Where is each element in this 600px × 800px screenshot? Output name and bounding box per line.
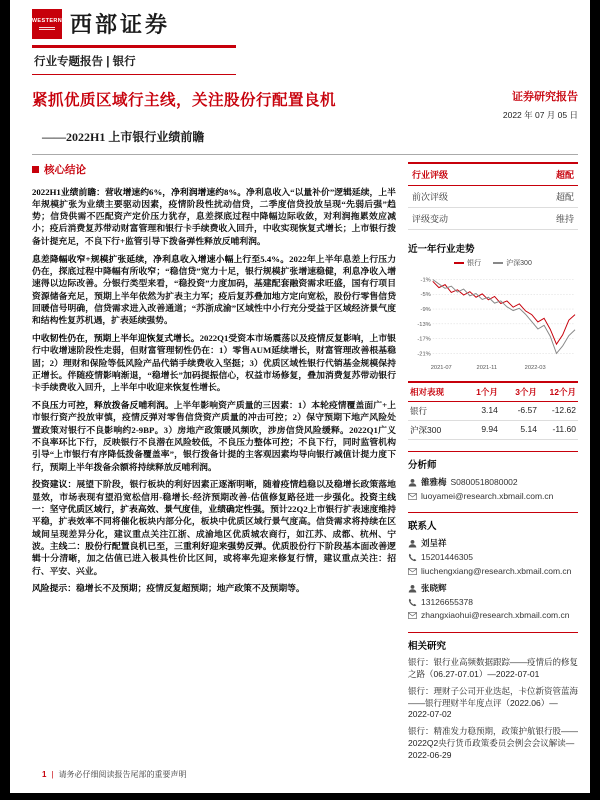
paragraph-body: 稳增长不及预期；疫情反复超预期；地产政策不及预期等。 (76, 583, 305, 594)
mail-icon (408, 567, 417, 576)
report-category-label: 证券研究报告 (512, 91, 578, 103)
report-subtitle: ——2022H1 上市银行业绩前瞻 (42, 130, 205, 144)
contact-phone-line (408, 597, 578, 608)
core-conclusion-heading (32, 162, 396, 180)
contacts-section (408, 512, 578, 621)
core-conclusion-title: 核心结论 (44, 164, 86, 176)
paragraph-lead: 主线二：股份行配置良机已至，三重利好迎来强势反弹。 (49, 540, 272, 551)
contact-name-line (408, 582, 578, 594)
phone-icon (408, 598, 417, 607)
page-footer (42, 769, 187, 780)
svg-text:-5%: -5% (420, 292, 431, 299)
column-header: 12个月 (549, 386, 576, 397)
column-header: 3个月 (515, 386, 537, 397)
rating-row-label: 前次评级 (412, 192, 449, 202)
analyst-section (408, 451, 578, 502)
analyst-email-link[interactable]: luoyamei@research.xbmail.com.cn (421, 490, 554, 501)
legend-item-csi300 (493, 258, 532, 268)
cell-value: 3.14 (481, 404, 498, 415)
contact-email-link[interactable]: liuchengxiang@research.xbmail.com.cn (421, 566, 572, 577)
bottom-edge-bar (0, 793, 600, 800)
cell-value: 5.14 (520, 423, 537, 434)
table-row (408, 208, 578, 230)
contact-name: 刘呈祥 (421, 538, 447, 549)
main-columns (32, 162, 578, 778)
right-edge-bar (590, 0, 600, 800)
legend-label: 沪深300 (506, 260, 532, 267)
cell-value: 9.94 (481, 423, 498, 434)
svg-text:-17%: -17% (417, 336, 431, 343)
contact-email-link[interactable]: zhangxiaohui@research.xbmail.com.cn (421, 610, 570, 621)
cell-value: -6.57 (517, 404, 537, 415)
contact-name: 张晓辉 (421, 582, 447, 593)
table-row (408, 402, 578, 421)
chart-legend (408, 258, 578, 268)
relative-performance-header (408, 383, 578, 402)
report-title: 紧抓优质区域行主线，关注股份行配置良机 (32, 92, 337, 109)
rating-row-label: 评级变动 (412, 214, 449, 224)
sidebar (408, 162, 578, 778)
paragraph-body: 优质股份行下阶段基本面改善逻辑十分清晰，加之估值已进入极具性价比区间，或将率先迎来修复行情，建议重点关注：招行、平安、兴业。 (32, 540, 396, 576)
report-date: 2022 年 07 月 05 日 (502, 110, 578, 120)
cell-value: -11.60 (552, 423, 576, 434)
mail-icon (408, 611, 417, 620)
paragraph-lead: 不良压力可控，释放拨备反哺利润。 (32, 400, 174, 410)
core-paragraph-1 (32, 186, 396, 248)
rating-row-value: 维持 (555, 214, 574, 224)
core-paragraph-5-investment-advice (32, 478, 396, 577)
person-icon (408, 539, 417, 548)
person-icon (408, 478, 417, 487)
svg-text:2021-07: 2021-07 (430, 364, 452, 371)
western-securities-logo-icon (32, 9, 62, 39)
contact-phone: 15201446305 (421, 552, 474, 563)
footer-separator: | (51, 770, 54, 779)
industry-trend-chart (408, 269, 578, 372)
contact-phone-line (408, 552, 578, 563)
core-paragraph-4 (32, 399, 396, 473)
rating-header-row (408, 164, 578, 186)
logo-text: WESTERN (31, 17, 63, 24)
report-meta (495, 88, 578, 121)
relative-performance-table (408, 381, 578, 440)
contact-name-line (408, 537, 578, 549)
related-research-title: 相关研究 (408, 640, 447, 652)
paragraph-lead: 投资建议： (32, 479, 77, 490)
rating-header-value: 超配 (555, 170, 574, 180)
core-paragraph-6-risk-warning (32, 582, 396, 594)
paragraph-body: 预计22Q2上市银行扩表速度维持平稳，扩表效率不同将催化板块内部分化，板块中优质区域行景气度高。信贷需求将持续在区域间呈现差异分化，建议重点关注江浙、成渝地区优质城农商行，如江苏、成都、杭州、宁波。 (32, 504, 396, 551)
brand-name: 西部证券 (70, 12, 171, 37)
legend-label: 银行 (467, 260, 482, 267)
rating-header-label: 行业评级 (412, 170, 449, 180)
paragraph-lead: 风险提示： (32, 583, 76, 594)
paragraph-lead: 2022H1业绩前瞻：营收增速约6%，净利润增速约8%。 (32, 186, 247, 197)
core-conclusion-column (32, 162, 396, 778)
title-row (32, 88, 578, 121)
column-header: 1个月 (476, 386, 498, 397)
brand-row (32, 8, 578, 39)
svg-text:-21%: -21% (417, 351, 431, 358)
paragraph-body: 2022年上半年息差上行压力仍在，探底过程中降幅有所收窄；“稳信贷”宽力十足，银行规模扩张增速稳健，利息净收入增速得以边际改善。分银行类型来看，“稳投资”力度加码，基建配套融资需求旺盛，国有行项目资源储备充足，预期上半年依然为扩表主力军；疫后复苏叠加地方定向宽松，股份行零售信贷回暖信号明确，信贷需求进入改善通道；“苏浙成渝”区域性中小行充分受益于区域经济景气度和结构性复苏机遇，扩表延续强势。 (32, 253, 396, 326)
trend-chart-box (408, 258, 578, 372)
analyst-line (408, 476, 578, 488)
analyst-section-title: 分析师 (408, 459, 437, 471)
industry-rating-table (408, 162, 578, 230)
paragraph-lead: 中收韧性仍在，预期上半年迎恢复式增长。 (32, 332, 200, 343)
csi300-line-swatch-icon (493, 262, 503, 264)
svg-text:-1%: -1% (420, 277, 431, 284)
trend-chart-title: 近一年行业走势 (408, 244, 475, 255)
svg-text:2022-03: 2022-03 (524, 364, 546, 371)
row-name: 银行 (410, 405, 428, 416)
phone-icon (408, 553, 417, 562)
contacts-section-title: 联系人 (408, 521, 437, 533)
analyst-cert-number: S0800518080002 (450, 476, 518, 487)
left-edge-bar (0, 0, 10, 800)
core-paragraph-2 (32, 253, 396, 327)
legend-item-bank (454, 258, 481, 268)
analyst-email-line (408, 491, 578, 502)
paragraph-body: 展望下阶段，银行板块的利好因素正逐渐明晰，随着疫情趋稳以及稳增长政策落地显效，市场表现有望沿宽松信用-稳增长-经济预期改善-估值修复路径进一步强化。 (32, 479, 396, 502)
rating-row-value: 超配 (555, 192, 574, 202)
person-icon (408, 584, 417, 593)
table-row (408, 186, 578, 208)
paragraph-lead: 息差降幅收窄+规模扩张延续，净利息收入增速小幅上行至5.4%。 (32, 253, 290, 264)
page-content (10, 0, 590, 793)
report-type-label: 行业专题报告 | 银行 (34, 56, 136, 68)
related-research-item: 银行：理财子公司开业迭起，卡位新资管蓝海——银行理财半年度点评（2022.06）—2022-07-02 (408, 685, 579, 720)
row-name: 沪深300 (410, 424, 442, 435)
related-research-item: 银行：精准发力稳预期，政策护航银行股——2022Q2央行货币政策委员会例会会议解读—2022-06-29 (408, 726, 579, 761)
svg-text:-13%: -13% (417, 321, 431, 328)
cell-value: -12.62 (551, 404, 576, 415)
analyst-name: 雒雅梅 (421, 476, 447, 487)
contact-phone: 13126655378 (421, 596, 474, 607)
header-divider (32, 154, 578, 155)
footer-disclaimer: 请务必仔细阅读报告尾部的重要声明 (58, 770, 187, 779)
page-number: 1 (42, 770, 47, 779)
red-square-bullet-icon (32, 166, 39, 173)
report-type-box (32, 45, 236, 75)
paragraph-lead: 投资主线一：坚守优质区域行，扩表高效、景气度佳，业绩确定性强。 (32, 491, 396, 514)
mail-icon (408, 492, 417, 501)
contact-email-line (408, 610, 578, 621)
core-paragraph-3 (32, 332, 396, 394)
bank-line-swatch-icon (454, 262, 464, 264)
related-research-section (408, 632, 578, 762)
svg-text:-9%: -9% (420, 307, 431, 314)
table-row (408, 421, 578, 440)
paragraph-body: 净利息收入“以量补价”逻辑延续，上半年规模扩张为业绩主要驱动因素，疫情阶段性扰动信贷，二季度信贷投放呈现“先弱后强”趋势；信贷供需不匹配资产定价压力犹存，息差探底过程中降幅边际收敛，对利润拖累效应减小；疫后消费复苏带动财富管理和银行卡手续费收入回升，中收实现恢复式增长；上市银行拨备计提充足，不良下行+监管引导下拨备弹性释放反哺利润。 (32, 186, 396, 246)
contact-email-line (408, 566, 578, 577)
relative-title: 相对表现 (410, 386, 445, 397)
report-header (32, 8, 578, 155)
paragraph-body: 2022Q1受资本市场震荡以及疫情反复影响，上市银行中收增速阶段性走弱，但财富管理韧性仍在：1）零售AUM延续增长，财富管理改善根基稳固；2）理财和保险等低风险产品代销手续费收入坚挺；3）优质区域性银行代销基金规模保持正增长。伴随疫情影响渐退，“稳增长”加码提振信心，权益市场修复，叠加消费复苏带动银行卡手续费收入回升，上半年中收迎来恢复性增长。 (32, 332, 396, 393)
svg-text:2021-11: 2021-11 (476, 364, 498, 371)
logo-decorative-bars (39, 26, 55, 30)
related-research-item: 银行：银行业高频数据跟踪——疫情后的修复之路（06.27-07.01）—2022-07-01 (408, 656, 579, 679)
paragraph-body: 上半年影响资产质量的三因素：1）本轮疫情覆盖面广+上市银行资产投放审慎，疫情反弹对零售信贷资产质量的冲击可控；2）保守预期下地产风险处置政策对银行不良影响约2-9BP。3）房地产政策暖风频吹，涉房信贷风险缓释。2022Q1广义不良率环比下行，反映银行不良潜在风险较低，不良压力整体可控；不良下行，同时监管机构引导“上市银行有序降低拨备覆盖率”，银行拨备计提的主客观因素均导向银行减值计提力度下行，预期上半年拨备余额将持续释放反哺利润。 (32, 400, 396, 472)
